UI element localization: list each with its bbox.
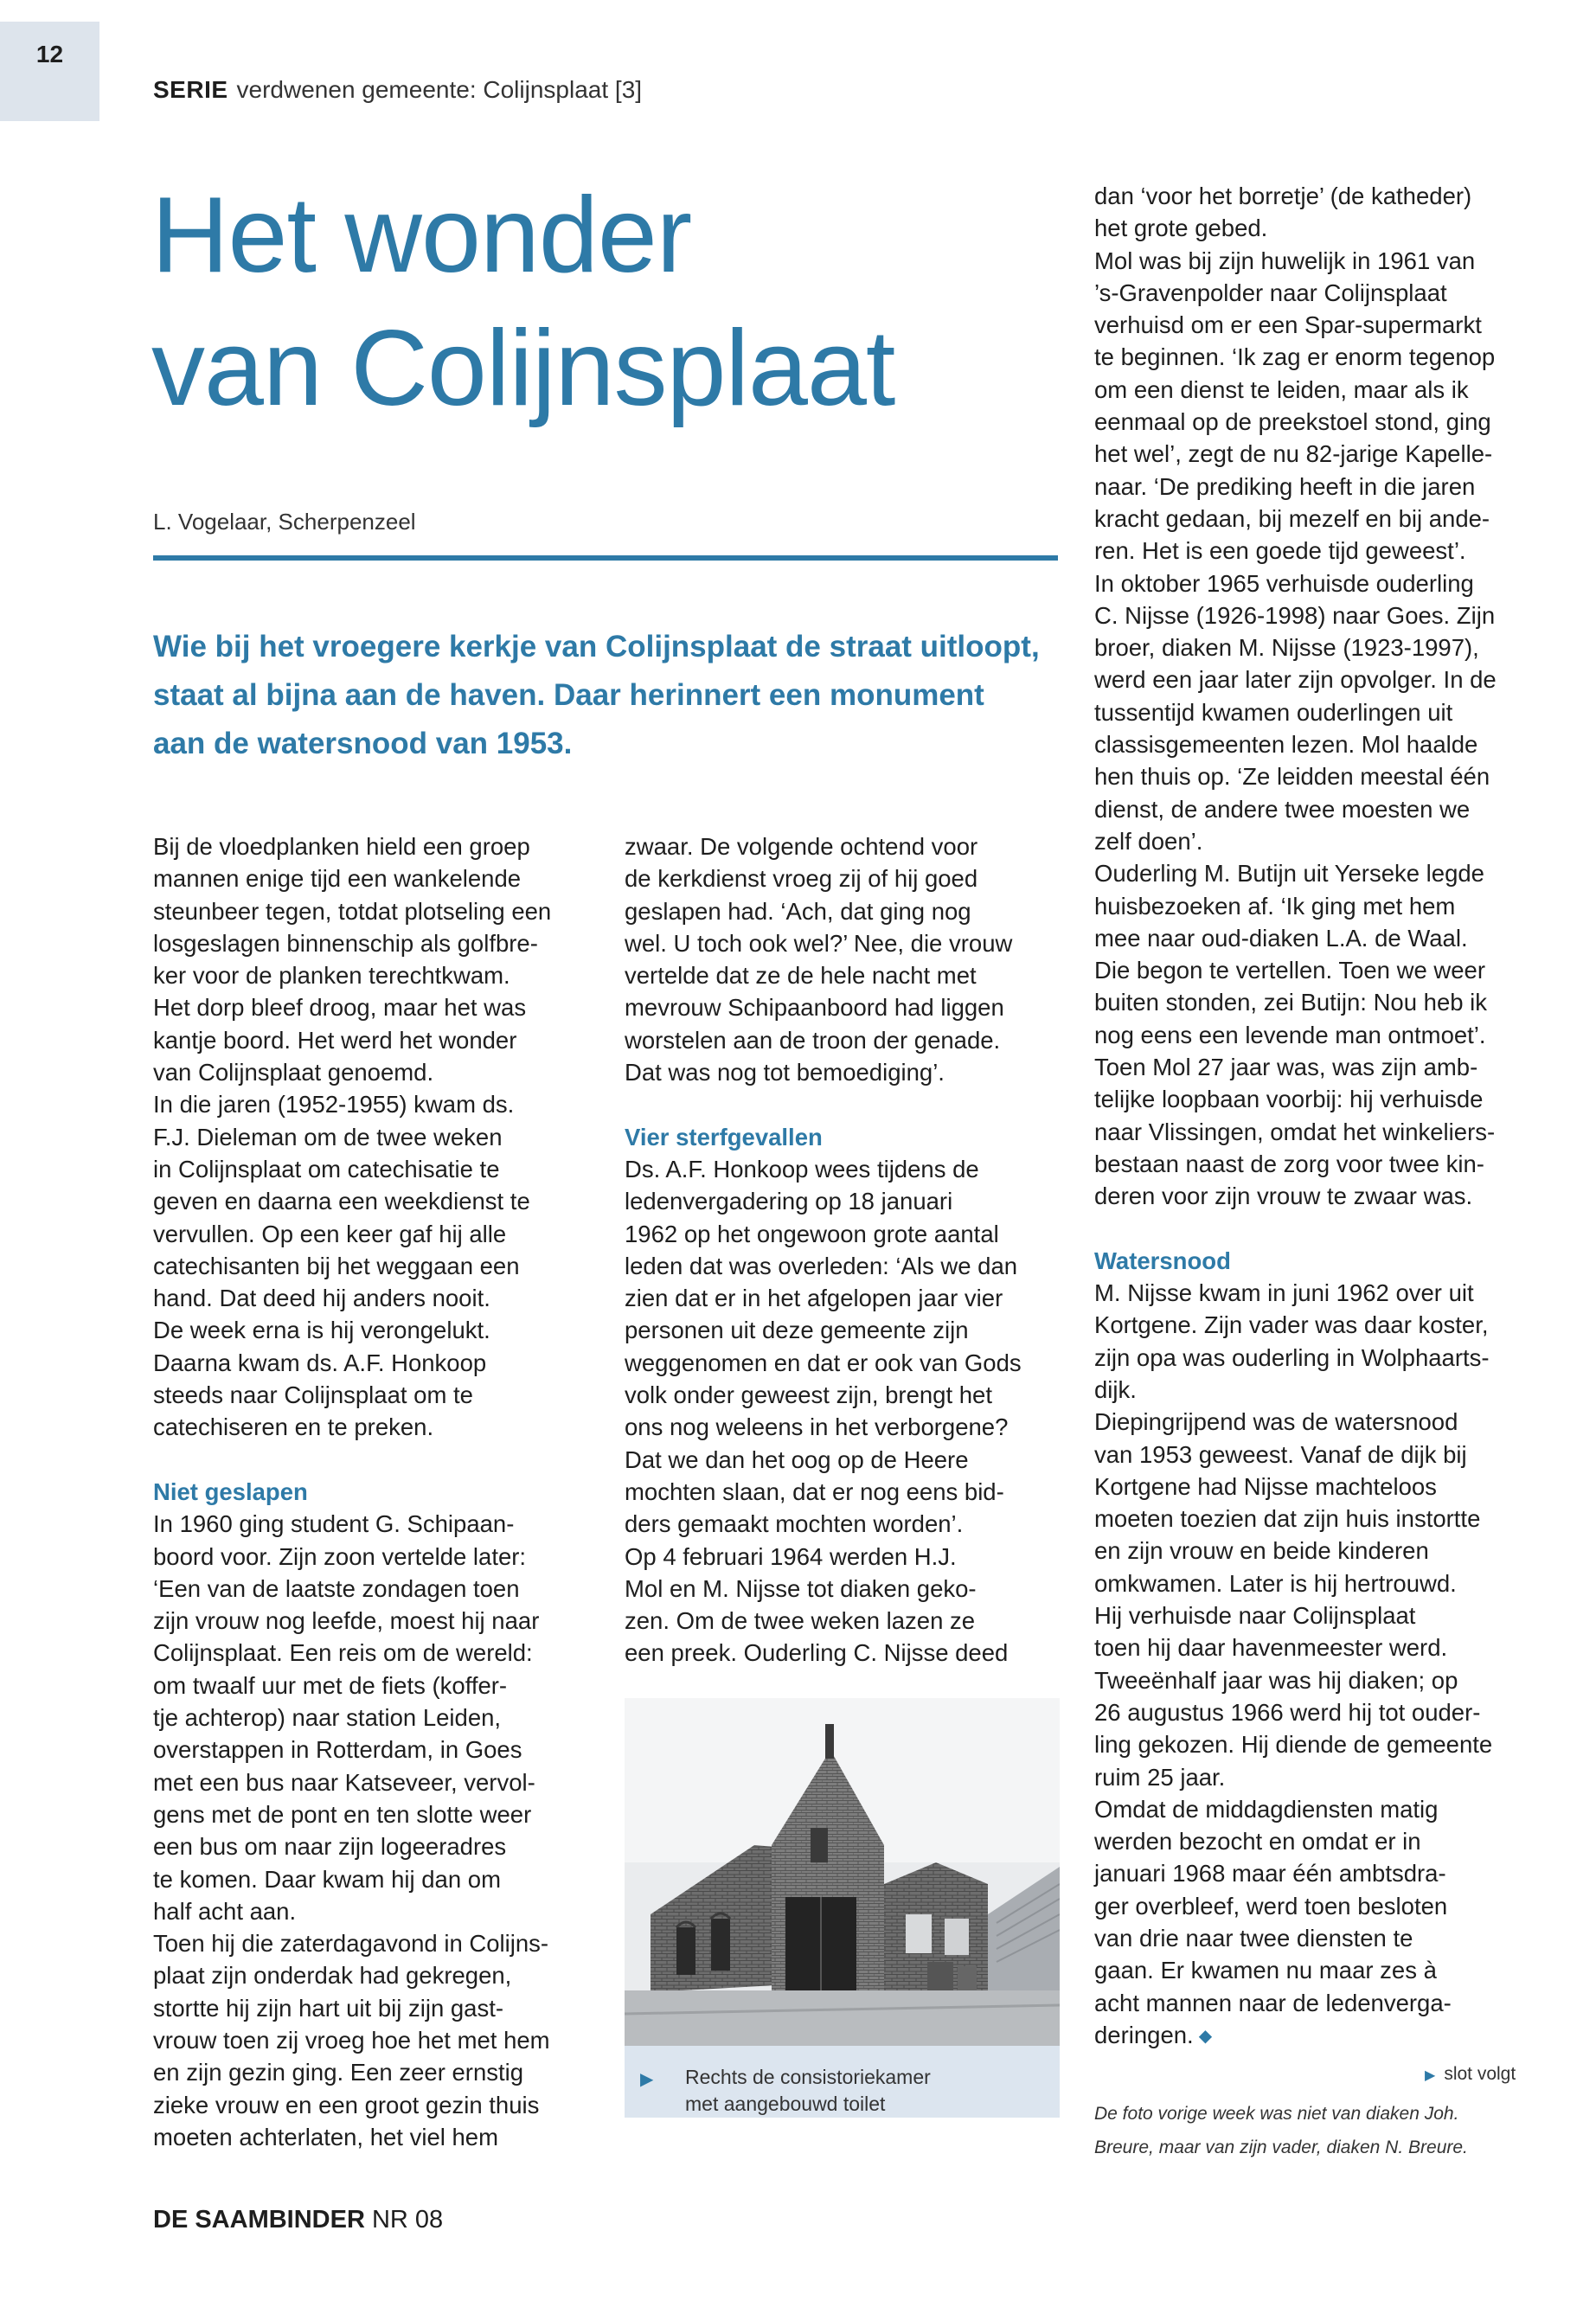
body-line: vervullen. Op een keer gaf hij alle [153, 1220, 507, 1247]
paragraph-gap [625, 1088, 1022, 1120]
body-line: boord voor. Zijn zoon vertelde later: [153, 1542, 527, 1570]
body-line: catechisanten bij het weggaan een [153, 1252, 520, 1279]
title-line: Het wonder [151, 176, 692, 295]
body-line: Bij de vloedplanken hield een groep [153, 833, 530, 860]
footer-magazine: DE SAAMBINDER [153, 2206, 365, 2234]
body-line: Tweeënhalf jaar was hij diaken; op [1094, 1666, 1458, 1694]
body-line: plaat zijn onderdak had gekregen, [153, 1962, 512, 1990]
body-line: ‘Een van de laatste zondagen toen [153, 1574, 520, 1602]
body-line: weggenomen en dat er ook van Gods [625, 1349, 1022, 1376]
body-line: toen hij daar havenmeester werd. [1094, 1634, 1448, 1662]
body-column-2 [625, 830, 1022, 1670]
body-line: ledenvergadering op 18 januari [625, 1188, 953, 1215]
note-line: Breure, maar van zijn vader, diaken N. Breure. [1094, 2138, 1468, 2157]
body-line: verhuisd om er een Spar-supermarkt [1094, 311, 1482, 339]
body-line: mevrouw Schipaanboord had liggen [625, 994, 1004, 1022]
body-line: leden dat was overleden: ‘Als we dan [625, 1252, 1018, 1279]
body-line: mannen enige tijd een wankelende [153, 865, 522, 893]
body-line: en zijn gezin ging. Een zeer ernstig [153, 2059, 524, 2086]
body-line: In die jaren (1952-1955) kwam ds. [153, 1091, 515, 1118]
body-line: overstappen in Rotterdam, in Goes [153, 1736, 522, 1764]
body-line: zijn opa was ouderling in Wolphaarts- [1094, 1343, 1490, 1371]
section-heading: Vier sterfgevallen [625, 1123, 823, 1150]
body-line: steeds naar Colijnsplaat om te [153, 1381, 473, 1409]
body-line: ’s-Gravenpolder naar Colijnsplaat [1094, 279, 1447, 306]
body-line: Ouderling M. Butijn uit Yerseke legde [1094, 860, 1484, 888]
body-line: tussentijd kwamen ouderlingen uit [1094, 698, 1453, 726]
body-line: Dat we dan het oog op de Heere [625, 1445, 969, 1473]
body-line: werd een jaar later zijn opvolger. In de [1094, 666, 1497, 694]
body-line: Kortgene had Nijsse machteloos [1094, 1472, 1437, 1500]
body-line: zen. Om de twee weken lazen ze [625, 1607, 976, 1635]
body-line: deren voor zijn vrouw te zwaar was. [1094, 1183, 1473, 1210]
body-line: te beginnen. ‘Ik zag er enorm tegenop [1094, 343, 1496, 371]
church-photo [625, 1698, 1060, 2046]
body-line: dijk. [1094, 1375, 1137, 1403]
body-line: ger overbleef, werd toen besloten [1094, 1892, 1448, 1920]
body-line: kracht gedaan, bij mezelf en bij ande- [1094, 504, 1490, 532]
body-line: dan ‘voor het borretje’ (de katheder) [1094, 183, 1472, 209]
caption-line: met aangebouwd toilet [685, 2093, 886, 2115]
body-line: Hij verhuisde naar Colijnsplaat [1094, 1602, 1416, 1630]
body-line: het wel’, zegt de nu 82-jarige Kapelle- [1094, 440, 1493, 468]
body-line: ren. Het is een goede tijd geweest’. [1094, 537, 1466, 565]
body-line: moeten toezien dat zijn huis instortte [1094, 1505, 1481, 1533]
body-line: eenmaal op de preekstoel stond, ging [1094, 408, 1491, 436]
body-line: catechiseren en te preken. [153, 1413, 434, 1441]
body-line: Colijnsplaat. Een reis om de wereld: [153, 1639, 533, 1667]
body-line: Ds. A.F. Honkoop wees tijdens de [625, 1155, 979, 1183]
body-line: M. Nijsse kwam in juni 1962 over uit [1094, 1279, 1474, 1307]
slot-arrow-icon: ▶ [1425, 2068, 1436, 2083]
body-line: Diepingrijpend was de watersnood [1094, 1408, 1458, 1436]
body-line: om twaalf uur met de fiets (koffer- [153, 1671, 508, 1699]
body-line: ruim 25 jaar. [1094, 1763, 1226, 1791]
body-line: de kerkdienst vroeg zij of hij goed [625, 865, 978, 893]
body-line: 1962 op het ongewoon grote aantal [625, 1220, 999, 1247]
body-line: naar Vlissingen, omdat het winkeliers- [1094, 1118, 1496, 1145]
body-line: 26 augustus 1966 werd hij tot ouder- [1094, 1698, 1481, 1726]
body-line: broer, diaken M. Nijsse (1923-1997), [1094, 634, 1479, 662]
body-line: ker voor de planken terechtkwam. [153, 962, 510, 990]
body-line: januari 1968 maar één ambtsdra- [1094, 1860, 1446, 1888]
end-mark: ◆ [1198, 2026, 1213, 2046]
body-line: De week erna is hij verongelukt. [153, 1317, 490, 1344]
body-line: moeten achterlaten, het viel hem [153, 2123, 498, 2150]
body-line: zijn vrouw nog leefde, moest hij naar [153, 1607, 540, 1635]
body-line: Omdat de middagdiensten matig [1094, 1795, 1439, 1823]
footer [153, 2206, 443, 2234]
body-line: een preek. Ouderling C. Nijsse deed [625, 1639, 1009, 1667]
body-line: tje achterop) naar station Leiden, [153, 1704, 502, 1732]
lead-line: aan de watersnood van 1953. [153, 727, 573, 760]
body-line: gaan. Er kwamen nu maar zes à [1094, 1957, 1437, 1984]
footer-issue: NR 08 [371, 2206, 444, 2234]
body-line: het grote gebed. [1094, 215, 1268, 242]
body-line: Die begon te vertellen. Toen we weer [1094, 957, 1485, 984]
body-line: en zijn vrouw en beide kinderen [1094, 1537, 1429, 1565]
body-line: hand. Dat deed hij anders nooit. [153, 1285, 490, 1312]
body-line: te komen. Daar kwam hij dan om [153, 1865, 501, 1893]
body-line: Toen Mol 27 jaar was, was zijn amb- [1094, 1054, 1478, 1081]
body-line: van Colijnsplaat genoemd. [153, 1059, 434, 1086]
body-line: mochten slaan, dat er nog eens bid- [625, 1477, 1004, 1505]
body-line: In 1960 ging student G. Schipaan- [153, 1510, 515, 1538]
body-line: C. Nijsse (1926-1998) naar Goes. Zijn [1094, 601, 1496, 629]
correction-note [1094, 2097, 1468, 2164]
body-line: volk onder geweest zijn, brengt het [625, 1381, 992, 1409]
body-line: Kortgene. Zijn vader was daar koster, [1094, 1311, 1489, 1339]
body-line: In oktober 1965 verhuisde ouderling [1094, 569, 1474, 597]
body-line: een bus om naar zijn logeeradres [153, 1833, 507, 1861]
caption-line: Rechts de consistoriekamer [685, 2066, 931, 2088]
paragraph-gap [153, 1444, 551, 1476]
body-line: Daarna kwam ds. A.F. Honkoop [153, 1349, 487, 1376]
body-line: geslapen had. ‘Ach, dat ging nog [625, 897, 971, 925]
body-line: Op 4 februari 1964 werden H.J. [625, 1542, 957, 1570]
body-line: F.J. Dieleman om de twee weken [153, 1123, 503, 1150]
body-line: geven en daarna een weekdienst te [153, 1188, 530, 1215]
body-line: buiten stonden, zei Butijn: Nou heb ik [1094, 989, 1488, 1016]
body-line: Het dorp bleef droog, maar het was [153, 994, 527, 1022]
body-line: hen thuis op. ‘Ze leidden meestal één [1094, 763, 1490, 791]
body-line: werden bezocht en omdat er in [1094, 1828, 1421, 1856]
paragraph-gap [1094, 1213, 1497, 1245]
to-be-continued [1425, 2064, 1516, 2085]
body-line: telijke loopbaan voorbij: hij verhuisde [1094, 1086, 1484, 1113]
body-line: zieke vrouw en een groot gezin thuis [153, 2091, 540, 2118]
body-line: deringen. ◆ [1094, 2021, 1213, 2048]
slot-volgt-label: slot volgt [1444, 2064, 1516, 2084]
section-heading: Watersnood [1094, 1247, 1231, 1274]
body-line: zien dat er in het afgelopen jaar vier [625, 1285, 1003, 1312]
body-line: losgeslagen binnenschip als golfbre- [153, 929, 538, 957]
body-line: worstelen aan de troon der genade. [625, 1026, 1001, 1054]
body-line: van drie naar twee diensten te [1094, 1925, 1413, 1952]
body-line: Mol en M. Nijsse tot diaken geko- [625, 1574, 977, 1602]
section-heading: Niet geslapen [153, 1477, 308, 1505]
series-title: verdwenen gemeente: Colijnsplaat [3] [236, 76, 643, 103]
body-line: ons nog weleens in het verborgene? [625, 1413, 1009, 1441]
body-line: in Colijnsplaat om catechisatie te [153, 1155, 500, 1183]
note-line: De foto vorige week was niet van diaken Joh. [1094, 2104, 1459, 2124]
body-line: Mol was bij zijn huwelijk in 1961 van [1094, 247, 1476, 274]
body-line: omkwamen. Later is hij hertrouwd. [1094, 1569, 1457, 1597]
body-line: ling gekozen. Hij diende de gemeente [1094, 1731, 1493, 1759]
body-line: vertelde dat ze de hele nacht met [625, 962, 977, 990]
author-byline: L. Vogelaar, Scherpenzeel [153, 509, 416, 535]
body-line: wel. U toch ook wel?’ Nee, die vrouw [625, 929, 1013, 957]
body-line: classisgemeenten lezen. Mol haalde [1094, 731, 1478, 759]
body-line: nog eens een levende man ontmoet’. [1094, 1021, 1486, 1048]
lead-line: staat al bijna aan de haven. Daar herinnert een monument [153, 678, 984, 712]
series-header [153, 76, 642, 104]
body-column-1 [153, 830, 551, 2153]
body-line: naar. ‘De prediking heeft in die jaren [1094, 472, 1476, 500]
body-line: zwaar. De volgende ochtend voor [625, 833, 978, 860]
body-line: half acht aan. [153, 1897, 297, 1925]
body-line: zelf doen’. [1094, 827, 1203, 855]
body-line: kantje boord. Het werd het wonder [153, 1026, 517, 1054]
body-line: met een bus naar Katseveer, vervol- [153, 1768, 535, 1796]
body-line: acht mannen naar de ledenverga- [1094, 1989, 1452, 2016]
body-line: dienst, de andere twee moesten we [1094, 795, 1471, 823]
body-line: bestaan naast de zorg voor twee kin- [1094, 1150, 1484, 1177]
body-line: vrouw toen zij vroeg hoe het met hem [153, 2026, 550, 2054]
page-number: 12 [35, 40, 64, 67]
body-line: ders gemaakt mochten worden’. [625, 1510, 964, 1538]
caption-arrow-icon: ▶ [640, 2070, 654, 2089]
title-divider [153, 555, 1058, 561]
series-label: SERIE [153, 76, 228, 103]
body-line: personen uit deze gemeente zijn [625, 1317, 969, 1344]
body-line: huisbezoeken af. ‘Ik ging met hem [1094, 892, 1456, 920]
body-line: stortte hij zijn hart uit bij zijn gast- [153, 1994, 504, 2022]
body-line: gens met de pont en ten slotte weer [153, 1800, 532, 1828]
body-line: mee naar oud-diaken L.A. de Waal. [1094, 924, 1468, 952]
body-line: Dat was nog tot bemoediging’. [625, 1059, 945, 1086]
body-line: steunbeer tegen, totdat plotseling een [153, 897, 552, 925]
lead-line: Wie bij het vroegere kerkje van Colijnsplaat de straat uitloopt, [153, 630, 1040, 663]
body-line: Toen hij die zaterdagavond in Colijns- [153, 1930, 549, 1958]
body-line: van 1953 geweest. Vanaf de dijk bij [1094, 1440, 1467, 1468]
article-title [151, 169, 894, 435]
lead-paragraph [153, 623, 1070, 768]
body-column-3 [1094, 180, 1497, 2051]
body-line: om een dienst te leiden, maar als ik [1094, 375, 1469, 403]
title-line: van Colijnsplaat [151, 309, 895, 428]
